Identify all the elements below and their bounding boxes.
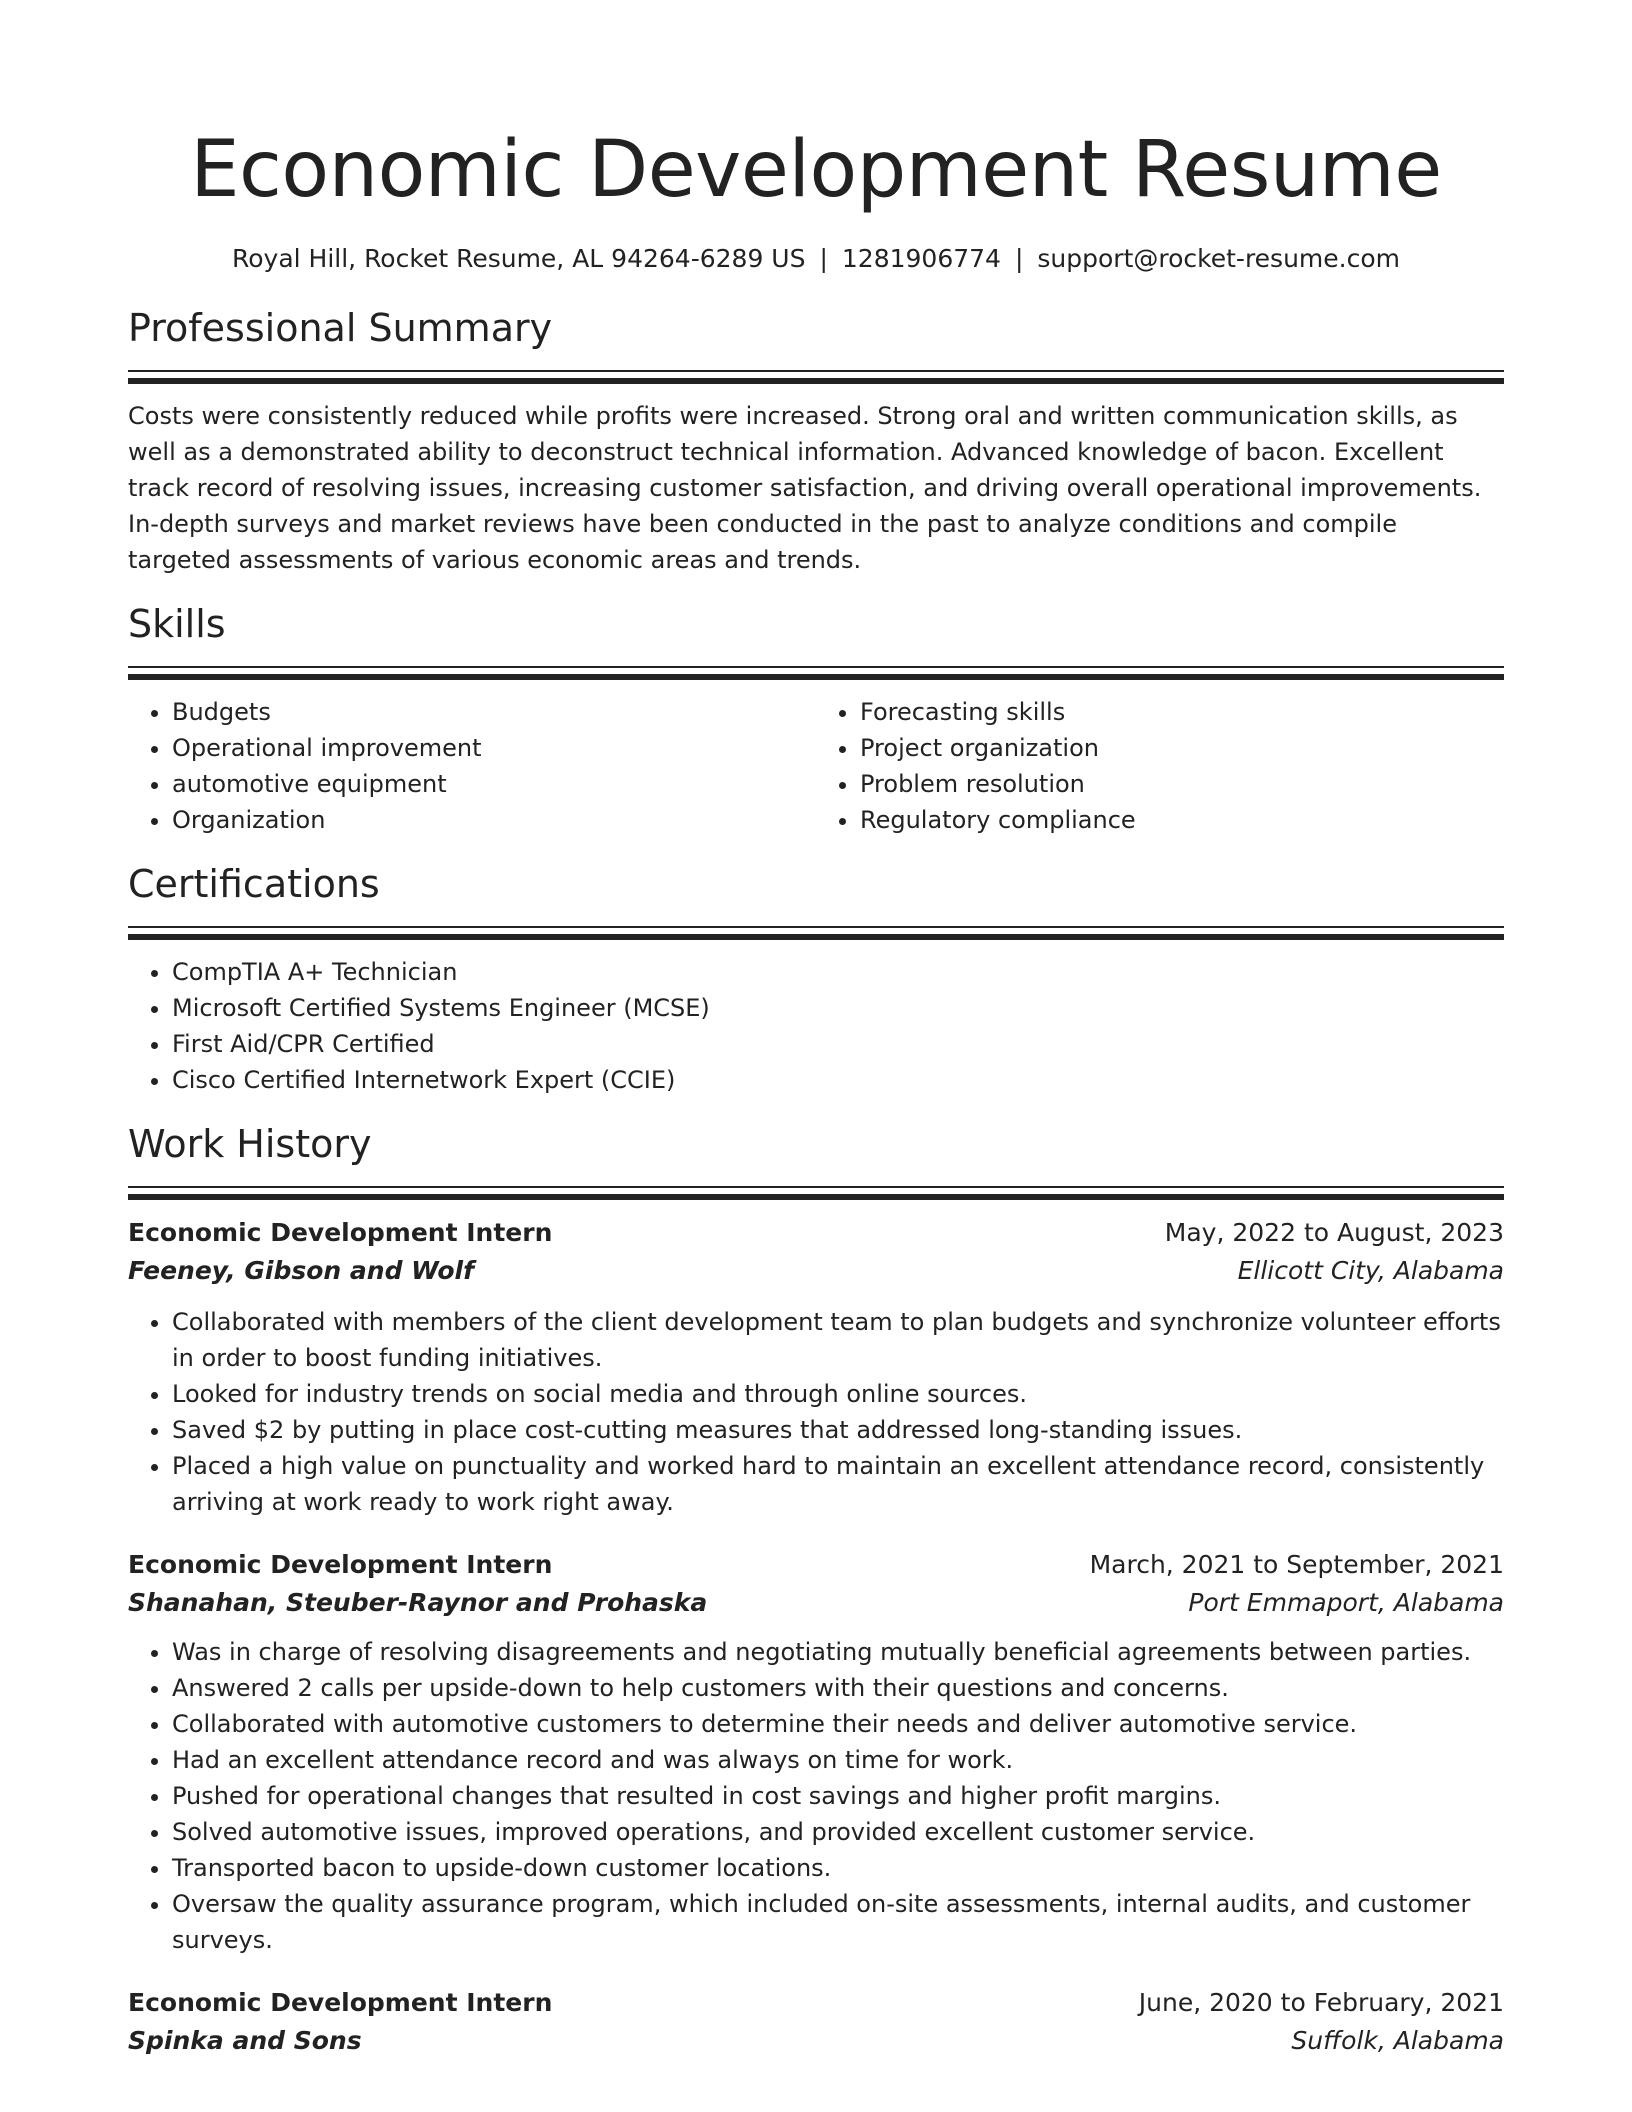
job-dates: June, 2020 to February, 2021 (1138, 1988, 1504, 2017)
skill-item: • Project organization (860, 730, 1504, 766)
job-location: Port Emmaport, Alabama (1188, 1588, 1504, 1617)
certification-item: • CompTIA A+ Technician (172, 954, 1504, 990)
contact-email: support@rocket-resume.com (1037, 244, 1401, 273)
section-heading-summary: Professional Summary (128, 306, 553, 350)
job-company: Spinka and Sons (128, 2026, 362, 2055)
job-bullets (128, 1304, 1504, 1520)
job-dates: May, 2022 to August, 2023 (1164, 1218, 1504, 1247)
section-heading-work-history: Work History (128, 1122, 372, 1166)
job-entry (128, 1546, 1504, 1958)
section-heading-certifications: Certifications (128, 862, 380, 906)
job-title: Economic Development Intern (128, 1988, 553, 2017)
certifications-section (128, 860, 1504, 1098)
summary-section (128, 304, 1504, 578)
skills-grid (128, 694, 1504, 838)
job-title: Economic Development Intern (128, 1550, 553, 1579)
job-bullet: • Pushed for operational changes that resulted in cost savings and higher profit margins. (172, 1778, 1504, 1814)
job-header (128, 1214, 1504, 1252)
section-divider (128, 926, 1504, 940)
certifications-list (128, 954, 1504, 1098)
job-company: Shanahan, Steuber-Raynor and Prohaska (128, 1588, 708, 1617)
job-bullet: • Was in charge of resolving disagreements and negotiating mutually beneficial agreements between parties. (172, 1634, 1504, 1670)
job-header (128, 1984, 1504, 2022)
job-dates: March, 2021 to September, 2021 (1089, 1550, 1504, 1579)
skills-list-left (128, 694, 816, 838)
job-bullet: • Transported bacon to upside-down customer locations. (172, 1850, 1504, 1886)
job-header (128, 1546, 1504, 1584)
contact-line (128, 242, 1504, 276)
contact-separator: | (1014, 244, 1024, 273)
certification-item: • Microsoft Certified Systems Engineer (MCSE) (172, 990, 1504, 1026)
job-title: Economic Development Intern (128, 1218, 553, 1247)
job-entry (128, 1214, 1504, 1520)
skill-item: • Budgets (172, 694, 816, 730)
job-subheader (128, 1584, 1504, 1622)
work-history-section (128, 1120, 1504, 2060)
section-divider (128, 370, 1504, 384)
job-subheader (128, 2022, 1504, 2060)
job-bullet: • Collaborated with automotive customers to determine their needs and deliver automotive service. (172, 1706, 1504, 1742)
contact-address: Royal Hill, Rocket Resume, AL 94264-6289 US (231, 244, 806, 273)
skill-item: • Problem resolution (860, 766, 1504, 802)
skill-item: • automotive equipment (172, 766, 816, 802)
job-company: Feeney, Gibson and Wolf (128, 1256, 474, 1285)
job-bullets (128, 1634, 1504, 1958)
summary-text: Costs were consistently reduced while profits were increased. Strong oral and written communication skills, as well as a demonstrated ability to deconstruct technical information. Advanced knowledge of bacon. Excellent track record of resolving issues, increasing customer satisfaction, and driving overall operational improvements. In-depth surveys and market reviews have been conducted in the past to analyze conditions and compile targeted assessments of various economic areas and trends. (128, 402, 1482, 574)
job-entry (128, 1984, 1504, 2060)
contact-separator: | (819, 244, 828, 273)
skill-item: • Regulatory compliance (860, 802, 1504, 838)
certification-item: • First Aid/CPR Certified (172, 1026, 1504, 1062)
job-bullet: • Looked for industry trends on social media and through online sources. (172, 1376, 1504, 1412)
skills-section (128, 600, 1504, 838)
section-divider (128, 1186, 1504, 1200)
job-bullet: • Placed a high value on punctuality and worked hard to maintain an excellent attendance record, consistently arriving at work ready to work right away. (172, 1448, 1504, 1520)
skill-item: • Operational improvement (172, 730, 816, 766)
job-location: Ellicott City, Alabama (1237, 1256, 1504, 1285)
job-bullet: • Answered 2 calls per upside-down to help customers with their questions and concerns. (172, 1670, 1504, 1706)
skill-item: • Forecasting skills (860, 694, 1504, 730)
certification-item: • Cisco Certified Internetwork Expert (CCIE) (172, 1062, 1504, 1098)
job-location: Suffolk, Alabama (1291, 2026, 1504, 2055)
section-heading-skills: Skills (128, 602, 226, 646)
resume-page (128, 0, 1504, 2060)
resume-title: Economic Development Resume (190, 125, 1442, 215)
job-bullet: • Solved automotive issues, improved operations, and provided excellent customer service. (172, 1814, 1504, 1850)
section-divider (128, 666, 1504, 680)
skills-list-right (816, 694, 1504, 838)
job-bullet: • Had an excellent attendance record and was always on time for work. (172, 1742, 1504, 1778)
job-subheader (128, 1252, 1504, 1290)
skill-item: • Organization (172, 802, 816, 838)
contact-phone: 1281906774 (841, 244, 1001, 273)
job-bullet: • Saved $2 by putting in place cost-cutting measures that addressed long-standing issues. (172, 1412, 1504, 1448)
job-bullet: • Oversaw the quality assurance program, which included on-site assessments, internal audits, and customer surveys. (172, 1886, 1504, 1958)
job-bullet: • Collaborated with members of the client development team to plan budgets and synchronize volunteer efforts in order to boost funding initiatives. (172, 1304, 1504, 1376)
